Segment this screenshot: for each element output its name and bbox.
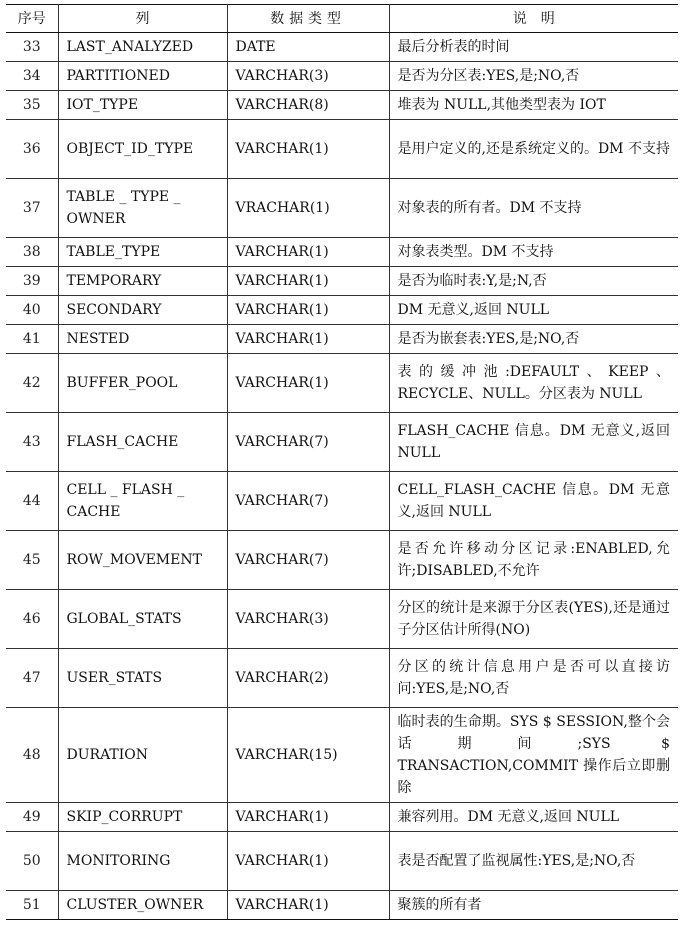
row-seq: 51 <box>6 891 58 920</box>
table-row <box>6 472 678 531</box>
table-row <box>6 354 678 413</box>
row-column-name: TABLE_TYPE <box>58 238 227 267</box>
row-seq: 49 <box>6 803 58 832</box>
row-description: 是否为嵌套表:YES,是;NO,否 <box>389 325 678 354</box>
row-seq: 50 <box>6 832 58 891</box>
table-row <box>6 531 678 590</box>
row-datatype: VARCHAR(1) <box>227 325 389 354</box>
row-seq: 40 <box>6 296 58 325</box>
row-description: 兼容列用。DM 无意义,返回 NULL <box>389 803 678 832</box>
row-column-name: IOT_TYPE <box>58 91 227 120</box>
row-seq: 43 <box>6 413 58 472</box>
row-description: 最后分析表的时间 <box>389 33 678 62</box>
row-description: 表是否配置了监视属性:YES,是;NO,否 <box>389 832 678 891</box>
row-column-name: TEMPORARY <box>58 267 227 296</box>
row-seq: 35 <box>6 91 58 120</box>
row-datatype: VARCHAR(7) <box>227 472 389 531</box>
row-datatype: VARCHAR(1) <box>227 891 389 920</box>
row-column-name: CELL _ FLASH _ CACHE <box>58 472 227 531</box>
row-datatype: VARCHAR(1) <box>227 120 389 179</box>
table-row <box>6 832 678 891</box>
row-description: 是用户定义的,还是系统定义的。DM 不支持 <box>389 120 678 179</box>
row-description: 临时表的生命期。SYS $ SESSION,整个会话期间;SYS $ TRANSACTION,COMMIT 操作后立即删除 <box>389 708 678 803</box>
row-column-name: LAST_ANALYZED <box>58 33 227 62</box>
row-column-name: MONITORING <box>58 832 227 891</box>
row-datatype: VARCHAR(2) <box>227 649 389 708</box>
row-description: 分区的统计是来源于分区表(YES),还是通过子分区估计所得(NO) <box>389 590 678 649</box>
row-description: 分区的统计信息用户是否可以直接访问:YES,是;NO,否 <box>389 649 678 708</box>
row-column-name: OBJECT_ID_TYPE <box>58 120 227 179</box>
row-seq: 45 <box>6 531 58 590</box>
row-description: 聚簇的所有者 <box>389 891 678 920</box>
row-datatype: VARCHAR(1) <box>227 803 389 832</box>
row-datatype: VARCHAR(1) <box>227 267 389 296</box>
row-datatype: VARCHAR(1) <box>227 238 389 267</box>
row-datatype: VARCHAR(15) <box>227 708 389 803</box>
header-column: 列 <box>58 5 227 33</box>
header-description: 说 明 <box>389 5 678 33</box>
row-datatype: VARCHAR(1) <box>227 832 389 891</box>
row-datatype: VARCHAR(1) <box>227 354 389 413</box>
row-description: 是否允许移动分区记录:ENABLED,允许;DISABLED,不允许 <box>389 531 678 590</box>
row-description: DM 无意义,返回 NULL <box>389 296 678 325</box>
row-seq: 38 <box>6 238 58 267</box>
row-seq: 42 <box>6 354 58 413</box>
row-seq: 34 <box>6 62 58 91</box>
table-row <box>6 325 678 354</box>
header-datatype: 数据类型 <box>227 5 389 33</box>
row-seq: 41 <box>6 325 58 354</box>
row-column-name: FLASH_CACHE <box>58 413 227 472</box>
row-column-name: TABLE _ TYPE _ OWNER <box>58 179 227 238</box>
row-description: 是否为临时表:Y,是;N,否 <box>389 267 678 296</box>
row-column-name: GLOBAL_STATS <box>58 590 227 649</box>
header-seq: 序号 <box>6 5 58 33</box>
table-row <box>6 649 678 708</box>
table-row <box>6 267 678 296</box>
row-description: FLASH_CACHE 信息。DM 无意义,返回 NULL <box>389 413 678 472</box>
table-row <box>6 803 678 832</box>
row-seq: 36 <box>6 120 58 179</box>
row-seq: 47 <box>6 649 58 708</box>
row-column-name: SKIP_CORRUPT <box>58 803 227 832</box>
table-row <box>6 62 678 91</box>
data-dictionary-table <box>6 4 678 920</box>
row-seq: 44 <box>6 472 58 531</box>
row-datatype: VARCHAR(3) <box>227 590 389 649</box>
row-description: 对象表的所有者。DM 不支持 <box>389 179 678 238</box>
table-row <box>6 590 678 649</box>
row-seq: 48 <box>6 708 58 803</box>
row-datatype: DATE <box>227 33 389 62</box>
row-datatype: VARCHAR(3) <box>227 62 389 91</box>
row-datatype: VARCHAR(7) <box>227 531 389 590</box>
row-column-name: SECONDARY <box>58 296 227 325</box>
row-seq: 46 <box>6 590 58 649</box>
row-column-name: CLUSTER_OWNER <box>58 891 227 920</box>
row-description: 是否为分区表:YES,是;NO,否 <box>389 62 678 91</box>
row-datatype: VARCHAR(8) <box>227 91 389 120</box>
row-column-name: DURATION <box>58 708 227 803</box>
row-column-name: PARTITIONED <box>58 62 227 91</box>
row-column-name: ROW_MOVEMENT <box>58 531 227 590</box>
row-datatype: VARCHAR(7) <box>227 413 389 472</box>
table-row <box>6 238 678 267</box>
row-column-name: NESTED <box>58 325 227 354</box>
row-description: 表的缓冲池:DEFAULT、KEEP、RECYCLE、NULL。分区表为 NULL <box>389 354 678 413</box>
row-seq: 33 <box>6 33 58 62</box>
row-seq: 39 <box>6 267 58 296</box>
row-column-name: BUFFER_POOL <box>58 354 227 413</box>
table-row <box>6 413 678 472</box>
row-seq: 37 <box>6 179 58 238</box>
row-datatype: VARCHAR(1) <box>227 296 389 325</box>
row-description: 堆表为 NULL,其他类型表为 IOT <box>389 91 678 120</box>
row-description: CELL_FLASH_CACHE 信息。DM 无意义,返回 NULL <box>389 472 678 531</box>
table-row <box>6 91 678 120</box>
table-row <box>6 891 678 920</box>
table-row <box>6 179 678 238</box>
table-row <box>6 296 678 325</box>
row-description: 对象表类型。DM 不支持 <box>389 238 678 267</box>
header-row <box>6 5 678 33</box>
table-row <box>6 708 678 803</box>
row-column-name: USER_STATS <box>58 649 227 708</box>
table-row <box>6 120 678 179</box>
row-datatype: VRACHAR(1) <box>227 179 389 238</box>
table-body <box>6 33 678 920</box>
table-row <box>6 33 678 62</box>
